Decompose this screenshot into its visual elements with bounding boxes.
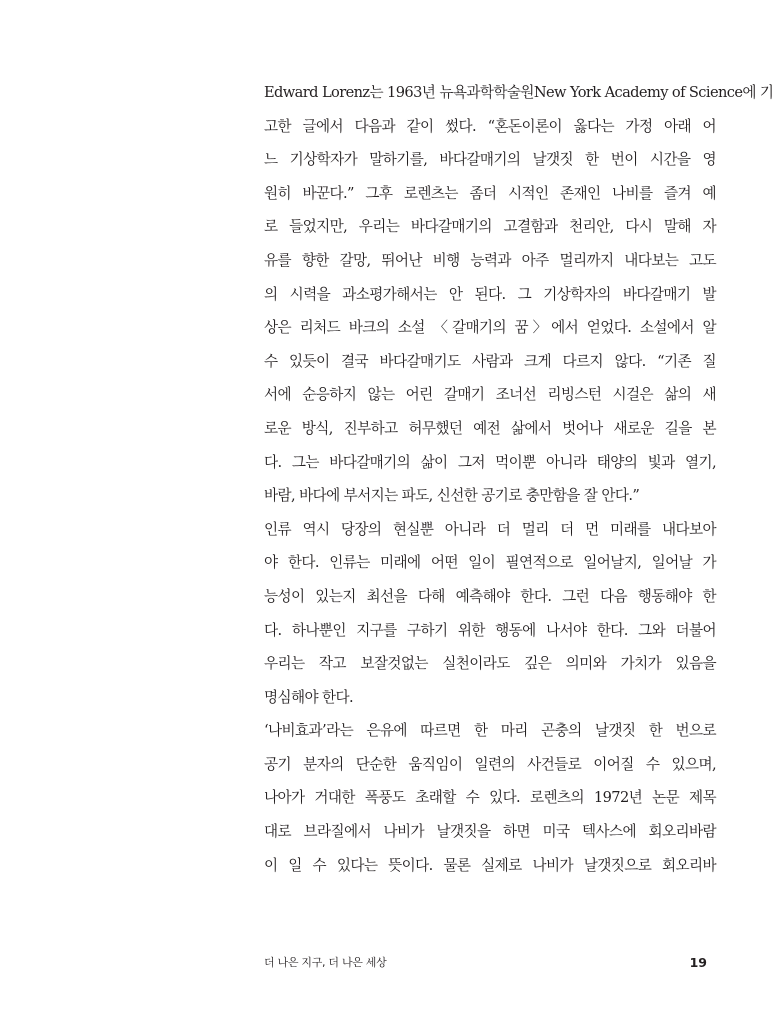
text-line: 수 있듯이 결국 바다갈매기도 사람과 크게 다르지 않다. “기존 질 xyxy=(264,352,716,370)
text-line: 바람, 바다에 부서지는 파도, 신선한 공기로 충만함을 잘 안다.” xyxy=(264,487,640,505)
text-line: 다. 하나뿐인 지구를 구하기 위한 행동에 나서야 한다. 그와 더불어 xyxy=(264,621,716,639)
page-number: 19 xyxy=(689,954,707,970)
body-text xyxy=(264,76,774,882)
running-title: 더 나은 지구, 더 나은 세상 xyxy=(264,956,387,969)
text-line: 나아가 거대한 폭풍도 초래할 수 있다. 로렌츠의 1972년 논문 제목 xyxy=(264,789,716,807)
text-line: 다. 그는 바다갈매기의 삶이 그저 먹이뿐 아니라 태양의 빛과 열기, xyxy=(264,453,716,471)
text-line: 원히 바꾼다.” 그후 로렌츠는 좀더 시적인 존재인 나비를 즐겨 예 xyxy=(264,184,716,202)
text-line: 유를 향한 갈망, 뛰어난 비행 능력과 아주 멀리까지 내다보는 고도 xyxy=(264,251,716,269)
page-footer xyxy=(264,952,707,972)
text-line: 우리는 작고 보잘것없는 실천이라도 깊은 의미와 가치가 있음을 xyxy=(264,655,716,673)
text-line: 고한 글에서 다음과 같이 썼다. “혼돈이론이 옳다는 가정 아래 어 xyxy=(264,117,716,135)
text-line: 느 기상학자가 말하기를, 바다갈매기의 날갯짓 한 번이 시간을 영 xyxy=(264,151,716,169)
text-line: 상은 리처드 바크의 소설 〈갈매기의 꿈〉에서 얻었다. 소설에서 알 xyxy=(264,319,716,337)
text-line: 서에 순응하지 않는 어린 갈매기 조너선 리빙스턴 시걸은 삶의 새 xyxy=(264,386,716,404)
text-line: 능성이 있는지 최선을 다해 예측해야 한다. 그런 다음 행동해야 한 xyxy=(264,587,716,605)
text-line: 로운 방식, 진부하고 허무했던 예전 삶에서 벗어나 새로운 길을 본 xyxy=(264,419,716,437)
text-line: 의 시력을 과소평가해서는 안 된다. 그 기상학자의 바다갈매기 발 xyxy=(264,285,716,303)
text-line: 야 한다. 인류는 미래에 어떤 일이 필연적으로 일어날지, 일어날 가 xyxy=(264,554,716,572)
text-line: Edward Lorenz는 1963년 뉴욕과학학술원New York Academy of Science에 기 xyxy=(264,84,774,101)
text-line: ‘나비효과’라는 은유에 따르면 한 마리 곤충의 날갯짓 한 번으로 xyxy=(264,722,716,740)
text-line: 이 일 수 있다는 뜻이다. 물론 실제로 나비가 날갯짓으로 회오리바 xyxy=(264,856,716,874)
text-line: 로 들었지만, 우리는 바다갈매기의 고결함과 천리안, 다시 말해 자 xyxy=(264,218,716,236)
text-line: 공기 분자의 단순한 움직임이 일련의 사건들로 이어질 수 있으며, xyxy=(264,755,716,773)
text-line: 인류 역시 당장의 현실뿐 아니라 더 멀리 더 먼 미래를 내다보아 xyxy=(264,520,716,538)
text-line: 대로 브라질에서 나비가 날갯짓을 하면 미국 텍사스에 회오리바람 xyxy=(264,823,716,841)
text-line: 명심해야 한다. xyxy=(264,688,354,706)
